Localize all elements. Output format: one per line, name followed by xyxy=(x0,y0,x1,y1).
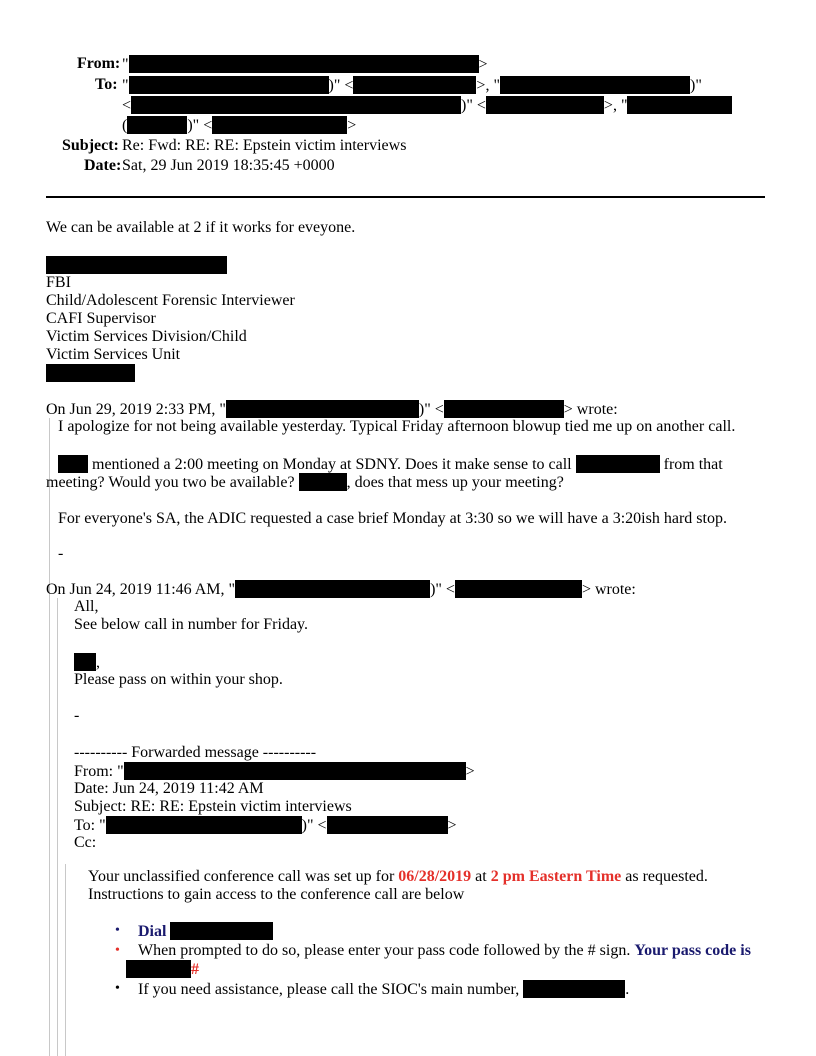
signature-line: FBI xyxy=(46,274,71,291)
signature-line: Victim Services Unit xyxy=(46,346,181,363)
redaction xyxy=(106,816,302,834)
redaction xyxy=(486,96,604,114)
to-value-line2: < )" < >, " xyxy=(122,96,732,115)
redaction xyxy=(576,455,660,473)
conference-intro-line2: Instructions to gain access to the conference call are below xyxy=(88,886,465,903)
redaction xyxy=(58,455,88,473)
redaction xyxy=(46,256,227,274)
quote2-line2: See below call in number for Friday. xyxy=(74,616,309,633)
conference-intro: Your unclassified conference call was set up for 06/28/2019 at 2 pm Eastern Time as requested. xyxy=(88,868,708,885)
from-label: From: xyxy=(77,55,121,72)
bullet-dot: • xyxy=(115,981,120,996)
redaction xyxy=(299,473,347,491)
redaction xyxy=(74,653,96,671)
to-value-line3: ( )" < > xyxy=(122,117,357,134)
redaction xyxy=(500,76,690,94)
header-divider xyxy=(46,196,765,198)
quote1-line3: meeting? Would you two be available? , does that mess up your meeting? xyxy=(46,474,564,491)
quote-bar-1 xyxy=(49,418,50,1056)
redaction xyxy=(455,580,582,598)
redaction xyxy=(127,116,187,134)
forward-header: ---------- Forwarded message ---------- xyxy=(74,744,317,761)
redaction xyxy=(627,96,732,114)
redaction xyxy=(523,980,625,998)
date-label: Date: xyxy=(84,157,122,174)
redaction xyxy=(131,96,461,114)
redaction xyxy=(444,400,564,418)
redaction xyxy=(212,116,347,134)
bullet-passcode: When prompted to do so, please enter your pass code followed by the # sign. Your pass code is xyxy=(138,942,751,959)
bullet-dot: • xyxy=(115,943,120,958)
forward-subject: Subject: RE: RE: Epstein victim interviews xyxy=(74,798,352,815)
redaction xyxy=(129,76,329,94)
redaction xyxy=(226,400,419,418)
forward-cc: Cc: xyxy=(74,834,97,851)
signature-line: Victim Services Division/Child xyxy=(46,328,247,345)
quote-bar-3 xyxy=(65,864,66,1056)
from-value: " > xyxy=(122,56,488,73)
to-label: To: xyxy=(95,76,118,93)
bullet-passcode-value: # xyxy=(126,960,199,979)
quote2-dash: - xyxy=(74,707,80,724)
signature-line: Child/Adolescent Forensic Interviewer xyxy=(46,292,295,309)
redaction xyxy=(353,76,476,94)
forward-date: Date: Jun 24, 2019 11:42 AM xyxy=(74,780,264,797)
bullet-dial: Dial xyxy=(138,922,273,941)
quote1-line1: I apologize for not being available yesterday. Typical Friday afternoon blowup tied me up on another call. xyxy=(58,418,736,435)
quote1-dash: - xyxy=(58,545,64,562)
to-value-line1: " )" < >, " )" xyxy=(122,77,702,94)
redaction xyxy=(235,580,430,598)
signature-name xyxy=(46,256,227,275)
redaction xyxy=(170,922,273,940)
quote1-line4: For everyone's SA, the ADIC requested a case brief Monday at 3:30 so we will have a 3:20ish hard stop. xyxy=(58,510,727,527)
quote1-line2: mentioned a 2:00 meeting on Monday at SDNY. Does it make sense to call from that xyxy=(58,455,723,474)
quote2-line3: Please pass on within your shop. xyxy=(74,671,283,688)
quote-bar-2 xyxy=(57,598,58,1056)
redaction xyxy=(46,364,135,382)
redaction xyxy=(327,816,448,834)
quote2-addressee: , xyxy=(74,653,100,672)
signature-line: CAFI Supervisor xyxy=(46,310,156,327)
subject-value: Re: Fwd: RE: RE: Epstein victim interviews xyxy=(122,137,407,154)
redaction xyxy=(124,762,466,780)
forward-to: To: " )" < > xyxy=(74,817,457,834)
reply-body: We can be available at 2 if it works for eveyone. xyxy=(46,219,356,236)
quote2-line1: All, xyxy=(74,598,99,615)
quote2-attribution: On Jun 24, 2019 11:46 AM, " )" < > wrote: xyxy=(46,581,636,598)
quote1-attribution: On Jun 29, 2019 2:33 PM, " )" < > wrote: xyxy=(46,401,618,418)
date-value: Sat, 29 Jun 2019 18:35:45 +0000 xyxy=(122,157,335,174)
forward-from: From: " > xyxy=(74,763,475,780)
redaction xyxy=(129,55,479,73)
redaction xyxy=(126,960,191,978)
bullet-assistance: If you need assistance, please call the SIOC's main number, . xyxy=(138,981,630,998)
bullet-dot: • xyxy=(115,923,120,938)
subject-label: Subject: xyxy=(62,137,119,154)
signature-phone xyxy=(46,364,135,383)
